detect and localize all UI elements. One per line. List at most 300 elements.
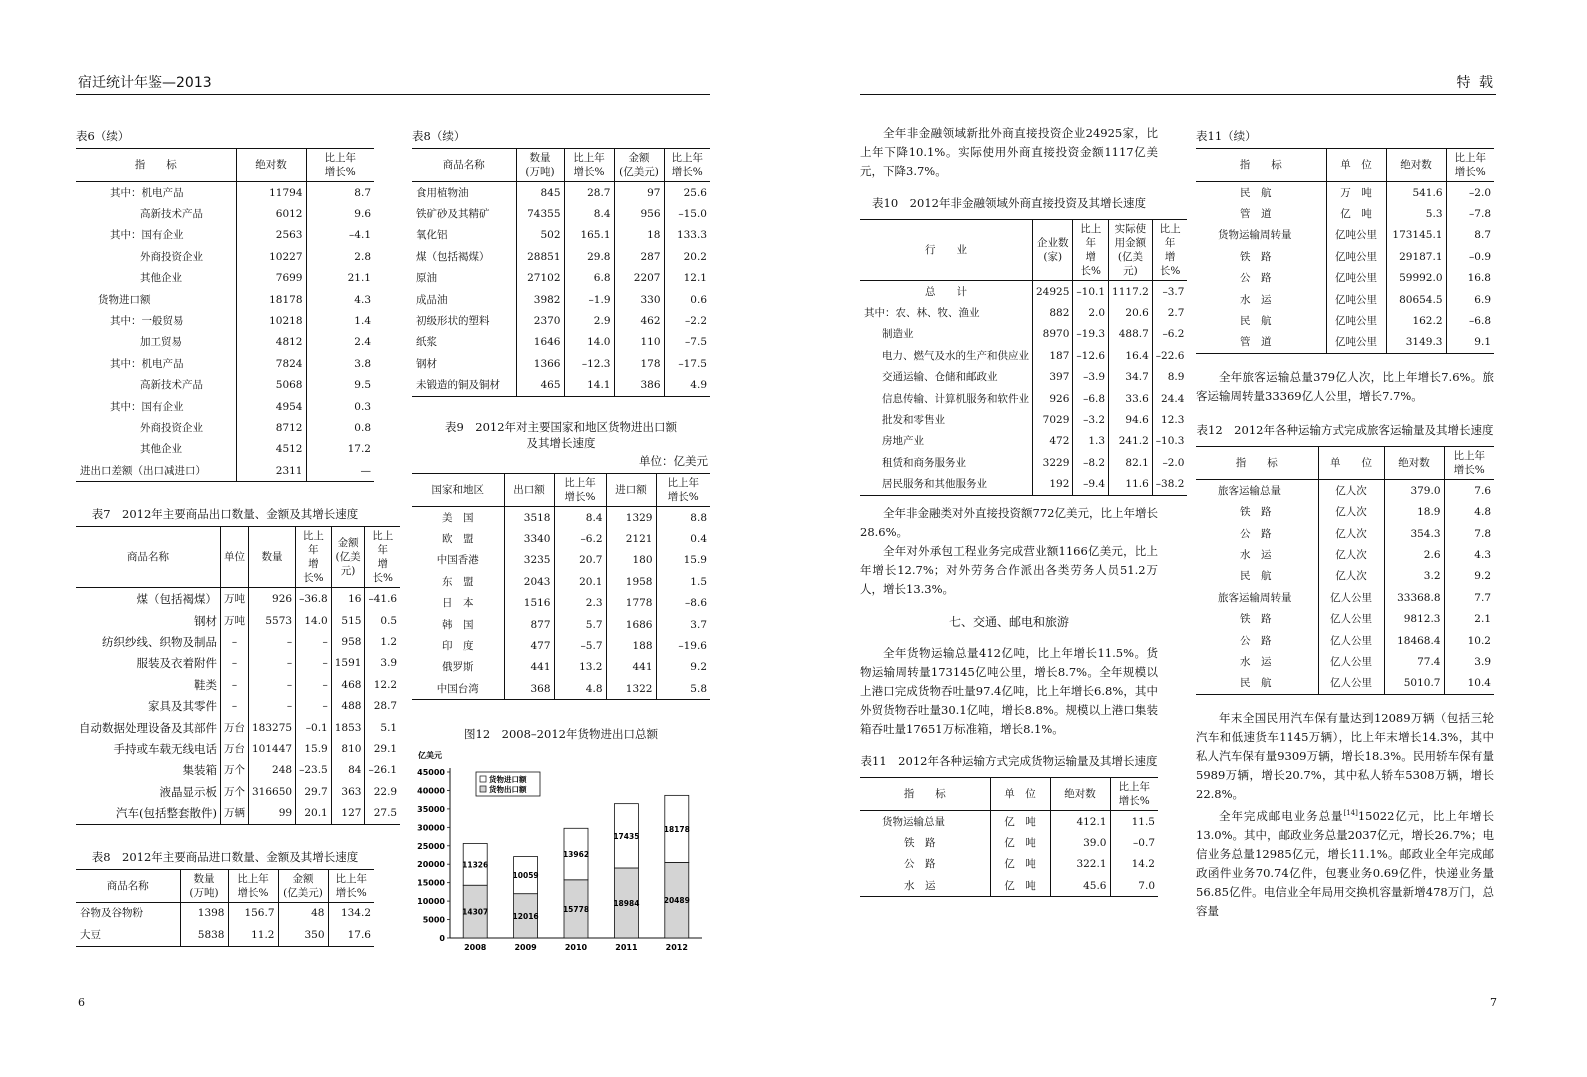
table9 (412, 473, 710, 701)
cell-value: –15.0 (664, 203, 710, 224)
telecom-text-a: 全年完成邮电业务总量 (1219, 808, 1344, 823)
column-header: 商品名称 (412, 149, 516, 182)
cell-value: 926 (1033, 388, 1073, 409)
row-label: 旅客运输周转量 (1218, 591, 1292, 604)
cell-value: 59992.0 (1386, 268, 1446, 289)
table-row (860, 302, 1187, 323)
row-label: 欧 盟 (442, 532, 474, 545)
cell-value: 3518 (504, 506, 554, 528)
cell-value: 192 (1033, 474, 1073, 496)
cell-value: –6.8 (1446, 310, 1494, 331)
cell-value: 133.3 (664, 225, 710, 246)
table-row (1196, 225, 1494, 246)
table-row (76, 717, 400, 738)
cell-value: 亿人公里 (1318, 651, 1384, 672)
chart-title: 图12 2008–2012年货物进出口总额 (464, 727, 658, 742)
cell-value: 21.1 (306, 268, 374, 289)
cell-value: 亿吨公里 (1326, 268, 1386, 289)
cell-value: 17.6 (328, 924, 374, 946)
x-tick-label: 2010 (564, 943, 588, 953)
cell-value: 8.7 (306, 182, 374, 204)
cell-value: 330 (614, 289, 664, 310)
cell-value: –23.5 (296, 760, 332, 781)
cell-value: 亿人次 (1318, 502, 1384, 523)
cell-value: 3.2 (1384, 566, 1444, 587)
cell-value: 45.6 (1050, 875, 1110, 897)
cell-value: 316650 (249, 781, 296, 802)
row-label: 氧化铝 (416, 229, 448, 242)
cell-value: 77.4 (1384, 651, 1444, 672)
column-header: 商品名称 (76, 869, 180, 902)
cell-value: 2.6 (1384, 544, 1444, 565)
column-2 (412, 128, 710, 956)
column-header: 进口额 (606, 473, 656, 506)
column-header: 数量 (万吨) (516, 149, 564, 182)
cell-value: 15.9 (656, 550, 710, 571)
column-header: 绝对数 (1386, 149, 1446, 182)
cell-value: 29.8 (564, 246, 614, 267)
column-header: 商品名称 (76, 527, 221, 588)
row-label: 自动数据处理设备及其部件 (79, 720, 217, 735)
table-row (412, 635, 710, 656)
table-row (76, 353, 374, 374)
table-row (860, 832, 1158, 853)
table9-unit: 单位：亿美元 (639, 453, 708, 468)
cell-value: 11.6 (1109, 474, 1153, 496)
cell-value: –4.1 (306, 225, 374, 246)
table-row (412, 528, 710, 549)
column-header: 绝对数 (1050, 777, 1110, 810)
cell-value: 845 (516, 182, 564, 204)
table-row (1196, 523, 1494, 544)
table-row (1196, 289, 1494, 310)
cell-value: 20.7 (554, 550, 606, 571)
telecom-paragraph (1196, 804, 1494, 921)
cell-value: 1.4 (306, 310, 374, 331)
column-header: 国家和地区 (412, 473, 504, 506)
x-tick-label: 2009 (514, 943, 537, 953)
column-header: 金额 (亿美元) (614, 149, 664, 182)
data-label: 17435 (613, 832, 640, 842)
cell-value: 412.1 (1050, 810, 1110, 832)
cell-value: 3340 (504, 528, 554, 549)
table-row (76, 653, 400, 674)
table10 (860, 219, 1187, 496)
y-axis-label: 亿美元 (418, 751, 442, 761)
cell-value: 8.4 (564, 203, 614, 224)
cell-value: 2.8 (306, 246, 374, 267)
cell-value: 28.7 (564, 182, 614, 204)
cell-value: 468 (331, 674, 365, 695)
cell-value: 1646 (516, 332, 564, 353)
column-header: 比上年 增长% (328, 869, 374, 902)
row-label: 初级形状的塑料 (416, 315, 490, 328)
row-label: 外商投资企业 (140, 421, 203, 434)
cell-value: –3.9 (1073, 367, 1109, 388)
cell-value: 379.0 (1384, 480, 1444, 502)
cell-value: 2311 (236, 460, 306, 482)
cell-value: 2.0 (1073, 302, 1109, 323)
cell-value: 万吨 (221, 588, 249, 610)
data-label: 18984 (613, 899, 640, 909)
row-label: 加工贸易 (140, 336, 182, 349)
table-row (76, 695, 400, 716)
table-row (860, 345, 1187, 366)
cell-value: –8.2 (1073, 452, 1109, 473)
cell-value: – (296, 695, 332, 716)
cell-value: 1778 (606, 592, 656, 613)
row-label: 居民服务和其他服务业 (860, 474, 1033, 496)
cell-value: 12.1 (664, 268, 710, 289)
row-label: 韩 国 (442, 618, 474, 631)
cell-value: 1.2 (365, 631, 400, 652)
cell-value: 80654.5 (1386, 289, 1446, 310)
cell-value: 4.3 (306, 289, 374, 310)
cell-value: 亿人公里 (1318, 608, 1384, 629)
cell-value: 350 (278, 924, 328, 946)
cell-value: 24925 (1033, 281, 1073, 303)
cell-value: –7.8 (1446, 203, 1494, 224)
cell-value: 7.6 (1444, 480, 1494, 502)
table-row (76, 738, 400, 759)
cell-value: 万台 (221, 738, 249, 759)
cell-value: 488 (331, 695, 365, 716)
table-row (860, 409, 1187, 430)
cell-value: 2043 (504, 571, 554, 592)
cell-value: 29.7 (296, 781, 332, 802)
cell-value: 3982 (516, 289, 564, 310)
cell-value: 18 (614, 225, 664, 246)
row-label: 其他企业 (140, 443, 182, 456)
table8-cont-title: 表8（续） (412, 129, 466, 143)
table-row (76, 924, 374, 946)
cell-value: 亿人次 (1318, 480, 1384, 502)
table-row (860, 452, 1187, 473)
cell-value: 0.3 (306, 396, 374, 417)
cell-value: 2207 (614, 268, 664, 289)
cell-value: –22.6 (1152, 345, 1187, 366)
cell-value: 25.6 (664, 182, 710, 204)
row-label: 未锻造的铜及铜材 (412, 375, 516, 397)
cell-value: 1117.2 (1109, 281, 1153, 303)
cell-value: 亿 吨 (990, 854, 1050, 875)
table-row (76, 588, 400, 610)
row-label: 液晶显示板 (159, 784, 217, 799)
column-header: 比上年 增长% (664, 149, 710, 182)
table-row (412, 571, 710, 592)
table8-title: 表8 2012年主要商品进口数量、金额及其增长速度 (91, 849, 359, 864)
cell-value: 165.1 (564, 225, 614, 246)
cell-value: –8.6 (656, 592, 710, 613)
row-label: 其中：国有企业 (110, 229, 184, 242)
table10-title: 表10 2012年非金融领域外商直接投资及其增长速度 (872, 196, 1146, 210)
cell-value: 24.4 (1152, 388, 1187, 409)
cell-value: 6.8 (564, 268, 614, 289)
table-row (76, 203, 374, 224)
column-header: 比上年 增长% (564, 149, 614, 182)
cell-value: 956 (614, 203, 664, 224)
column-header: 指 标 (1196, 447, 1318, 480)
cell-value: 84 (331, 760, 365, 781)
cell-value: 82.1 (1109, 452, 1153, 473)
cell-value: 2.4 (306, 332, 374, 353)
column-header: 比上年 增长% (228, 869, 278, 902)
cell-value: 101447 (249, 738, 296, 759)
column-header: 金额 (亿美元) (278, 869, 328, 902)
row-label: 食用植物油 (416, 186, 469, 199)
cell-value: 7.8 (1444, 523, 1494, 544)
row-label: 印 度 (442, 639, 474, 652)
table-row (412, 203, 710, 224)
table-row (76, 289, 374, 310)
data-label: 13962 (562, 850, 590, 860)
data-label: 18178 (663, 825, 690, 835)
contract-paragraph: 全年对外承包工程业务完成营业额1166亿美元，比上年增长12.7%；对外劳务合作派出各类劳务人员51.2万人，增长13.3%。 (860, 543, 1158, 596)
row-label: 钢材 (416, 357, 437, 370)
cell-value: 2.9 (564, 310, 614, 331)
cell-value: 541.6 (1386, 182, 1446, 204)
cell-value: 亿吨公里 (1326, 332, 1386, 354)
cell-value: –19.3 (1073, 324, 1109, 345)
table-row (1196, 182, 1494, 204)
cell-value: 156.7 (228, 902, 278, 924)
table7 (76, 526, 400, 824)
table-row (860, 388, 1187, 409)
cell-value: 99 (249, 802, 296, 824)
cell-value: 9.1 (1446, 332, 1494, 354)
cell-value: 12.2 (365, 674, 400, 695)
cell-value: 9.2 (1444, 566, 1494, 587)
row-label: 铁 路 (904, 836, 936, 849)
cell-value: 14.0 (296, 610, 332, 631)
cell-value: 2.1 (1444, 608, 1494, 629)
table-row (860, 431, 1187, 452)
table-row (412, 332, 710, 353)
cell-value: –36.8 (296, 588, 332, 610)
column-header: 比上年 增长% (296, 527, 332, 588)
y-tick-label: 25000 (417, 842, 445, 852)
cell-value: 27102 (516, 268, 564, 289)
table-row (412, 678, 710, 700)
column-header: 单 位 (990, 777, 1050, 810)
cell-value: 亿 吨 (1326, 203, 1386, 224)
row-label: 日 本 (442, 597, 474, 610)
cell-value: 241.2 (1109, 431, 1153, 452)
cell-value: 7.0 (1110, 875, 1158, 897)
y-tick-label: 20000 (417, 860, 445, 870)
table-row (412, 268, 710, 289)
cell-value: 363 (331, 781, 365, 802)
row-label: 手持或车载无线电话 (113, 741, 217, 756)
cell-value: 134.2 (328, 902, 374, 924)
row-label: 铁 路 (1240, 250, 1272, 263)
table-row (860, 875, 1158, 897)
freight-paragraph: 全年货物运输总量412亿吨，比上年增长11.5%。货物运输周转量173145亿吨公里，增长8.7%。全年规模以上港口完成货物吞吐量97.4亿吨，比上年增长6.8%，其中外贸货物吞吐量30.1亿吨，增长8.8%。规模以上港口集装箱吞吐量17651万标准箱，增长8.1%。 (860, 645, 1158, 736)
cell-value: 22.9 (365, 781, 400, 802)
cell-value: 5010.7 (1384, 673, 1444, 695)
row-label: 中国台湾 (412, 678, 504, 700)
column-4 (1196, 128, 1494, 921)
cell-value: –2.0 (1446, 182, 1494, 204)
row-label: 总 计 (925, 285, 967, 298)
row-label: 煤（包括褐煤） (416, 250, 490, 263)
y-tick-label: 45000 (417, 768, 445, 778)
column-header: 实际使 用金额 (亿美元) (1109, 220, 1153, 281)
cell-value: 4812 (236, 332, 306, 353)
cell-value: 8.7 (1446, 225, 1494, 246)
column-header: 指 标 (76, 149, 236, 182)
cell-value: 3.7 (656, 614, 710, 635)
cell-value: 2563 (236, 225, 306, 246)
row-label: 中国香港 (436, 554, 479, 567)
cell-value: –10.1 (1073, 281, 1109, 303)
cell-value: 17.2 (306, 439, 374, 460)
data-label: 15778 (562, 905, 590, 915)
table9-title-line1: 表9 2012年对主要国家和地区货物进出口额 (444, 419, 678, 434)
row-label: 鞋类 (194, 677, 217, 692)
cell-value: 4.3 (1444, 544, 1494, 565)
column-header: 指 标 (1196, 149, 1326, 182)
table8-import (76, 869, 374, 947)
cell-value: 29187.1 (1386, 246, 1446, 267)
cell-value: 28.7 (365, 695, 400, 716)
table-row (1196, 310, 1494, 331)
cell-value: 1686 (606, 614, 656, 635)
column-header: 出口额 (504, 473, 554, 506)
footnote-marker: [14] (1343, 809, 1358, 818)
cell-value: –12.6 (1073, 345, 1109, 366)
cell-value: 386 (614, 375, 664, 397)
row-label: 信息传输、计算机服务和软件业 (882, 392, 1029, 405)
row-label: 纸浆 (416, 336, 437, 349)
cell-value: 16 (331, 588, 365, 610)
table11 (860, 777, 1158, 898)
table-row (76, 268, 374, 289)
row-label: 原油 (416, 272, 437, 285)
cell-value: 1398 (180, 902, 228, 924)
fdi-paragraph: 全年非金融领域新批外商直接投资企业24925家，比上年下降10.1%。实际使用外商直接投资金额1117亿美元，下降3.7%。 (860, 126, 1158, 178)
cell-value: 110 (614, 332, 664, 353)
table-row (412, 225, 710, 246)
row-label: 高新技术产品 (140, 379, 203, 392)
table-row (412, 289, 710, 310)
cell-value: 33368.8 (1384, 587, 1444, 608)
cell-value: 万 吨 (1326, 182, 1386, 204)
cell-value: –6.2 (554, 528, 606, 549)
vehicle-paragraph: 年末全国民用汽车保有量达到12089万辆（包括三轮汽车和低速货车1145万辆），比上年末增长14.3%，其中私人汽车保有量9309万辆，增长18.3%。民用轿车保有量5989万辆，增长20.7%，其中私人轿车5308万辆，增长22.8%。 (1196, 711, 1494, 802)
row-label: 谷物及谷物粉 (80, 907, 143, 920)
table-row (76, 396, 374, 417)
table-row (1196, 332, 1494, 354)
cell-value: –3.2 (1073, 409, 1109, 430)
row-label: 其中：农、林、牧、渔业 (864, 307, 980, 320)
row-label: 成品油 (416, 293, 448, 306)
page-number-left: 6 (78, 996, 85, 1009)
row-label: 其中：一般贸易 (110, 315, 184, 328)
cell-value: 11.2 (228, 924, 278, 946)
cell-value: 248 (249, 760, 296, 781)
cell-value: –0.1 (296, 717, 332, 738)
row-label: 交通运输、仓储和邮政业 (882, 371, 998, 384)
cell-value: 97 (614, 182, 664, 204)
table-row (412, 182, 710, 204)
cell-value: 9.2 (656, 657, 710, 678)
data-label: 10059 (512, 871, 539, 881)
cell-value: – (296, 653, 332, 674)
table-row (412, 310, 710, 331)
page-number-right: 7 (1490, 996, 1497, 1009)
cell-value: 441 (606, 657, 656, 678)
table6-title: 表6（续） (76, 129, 130, 143)
cell-value: 183275 (249, 717, 296, 738)
table8-cont (412, 148, 710, 397)
cell-value: 882 (1033, 302, 1073, 323)
cell-value: –17.5 (664, 353, 710, 374)
row-label: 东 盟 (442, 575, 474, 588)
column-header: 单 位 (1318, 447, 1384, 480)
data-label: 14307 (462, 908, 489, 918)
cell-value: 3235 (504, 550, 554, 571)
table-row (412, 614, 710, 635)
cell-value: 472 (1033, 431, 1073, 452)
cell-value: – (221, 695, 249, 716)
cell-value: –2.2 (664, 310, 710, 331)
row-label: 家具及其零件 (148, 699, 217, 714)
cell-value: 1322 (606, 678, 656, 700)
cell-value: 亿人次 (1318, 566, 1384, 587)
cell-value: 958 (331, 631, 365, 652)
column-1 (76, 128, 398, 947)
cell-value: –2.0 (1152, 452, 1187, 473)
cell-value: 2.3 (554, 592, 606, 613)
cell-value: 1516 (504, 592, 554, 613)
row-label: 其他企业 (140, 272, 182, 285)
cell-value: 8.8 (656, 506, 710, 528)
row-label: 旅客运输总量 (1218, 484, 1281, 497)
cell-value: 7824 (236, 353, 306, 374)
cell-value: 7699 (236, 268, 306, 289)
cell-value: 1591 (331, 653, 365, 674)
telecom-text-b: 15022亿元，比上年增长13.0%。其中，邮政业务总量2037亿元，增长26.7%；电信业务总量12985亿元，增长11.1%。邮政业全年完成邮政函件业务70.74亿件，包裹业务0.69亿件，快递业务量56.85亿件。电信业全年局用交换机容量新增478万门，总容量 (1196, 808, 1494, 918)
table-row (412, 657, 710, 678)
cell-value: – (221, 631, 249, 652)
cell-value: –41.6 (365, 588, 400, 610)
cell-value: 14.2 (1110, 854, 1158, 875)
row-label: 美 国 (442, 511, 474, 524)
column-header: 比上年 增长% (1446, 149, 1494, 182)
cell-value: 322.1 (1050, 854, 1110, 875)
table-row (76, 674, 400, 695)
cell-value: 8.9 (1152, 367, 1187, 388)
row-label: 铁 路 (1240, 613, 1272, 626)
cell-value: 亿人次 (1318, 544, 1384, 565)
cell-value: 4.8 (1444, 502, 1494, 523)
cell-value: – (296, 674, 332, 695)
table-row (76, 460, 374, 482)
x-tick-label: 2008 (464, 943, 487, 953)
cell-value: 0.4 (656, 528, 710, 549)
cell-value: 13.2 (554, 657, 606, 678)
cell-value: 877 (504, 614, 554, 635)
table-row (76, 902, 374, 924)
cell-value: –9.4 (1073, 474, 1109, 496)
passenger-paragraph: 全年旅客运输总量379亿人次，比上年增长7.6%。旅客运输周转量33369亿人公里，增长7.7%。 (1196, 370, 1494, 404)
cell-value: 亿吨公里 (1326, 225, 1386, 246)
header-rule-left (76, 94, 710, 95)
row-label: 制造业 (882, 328, 914, 341)
table-row (76, 225, 374, 246)
row-label: 其中：国有企业 (110, 400, 184, 413)
